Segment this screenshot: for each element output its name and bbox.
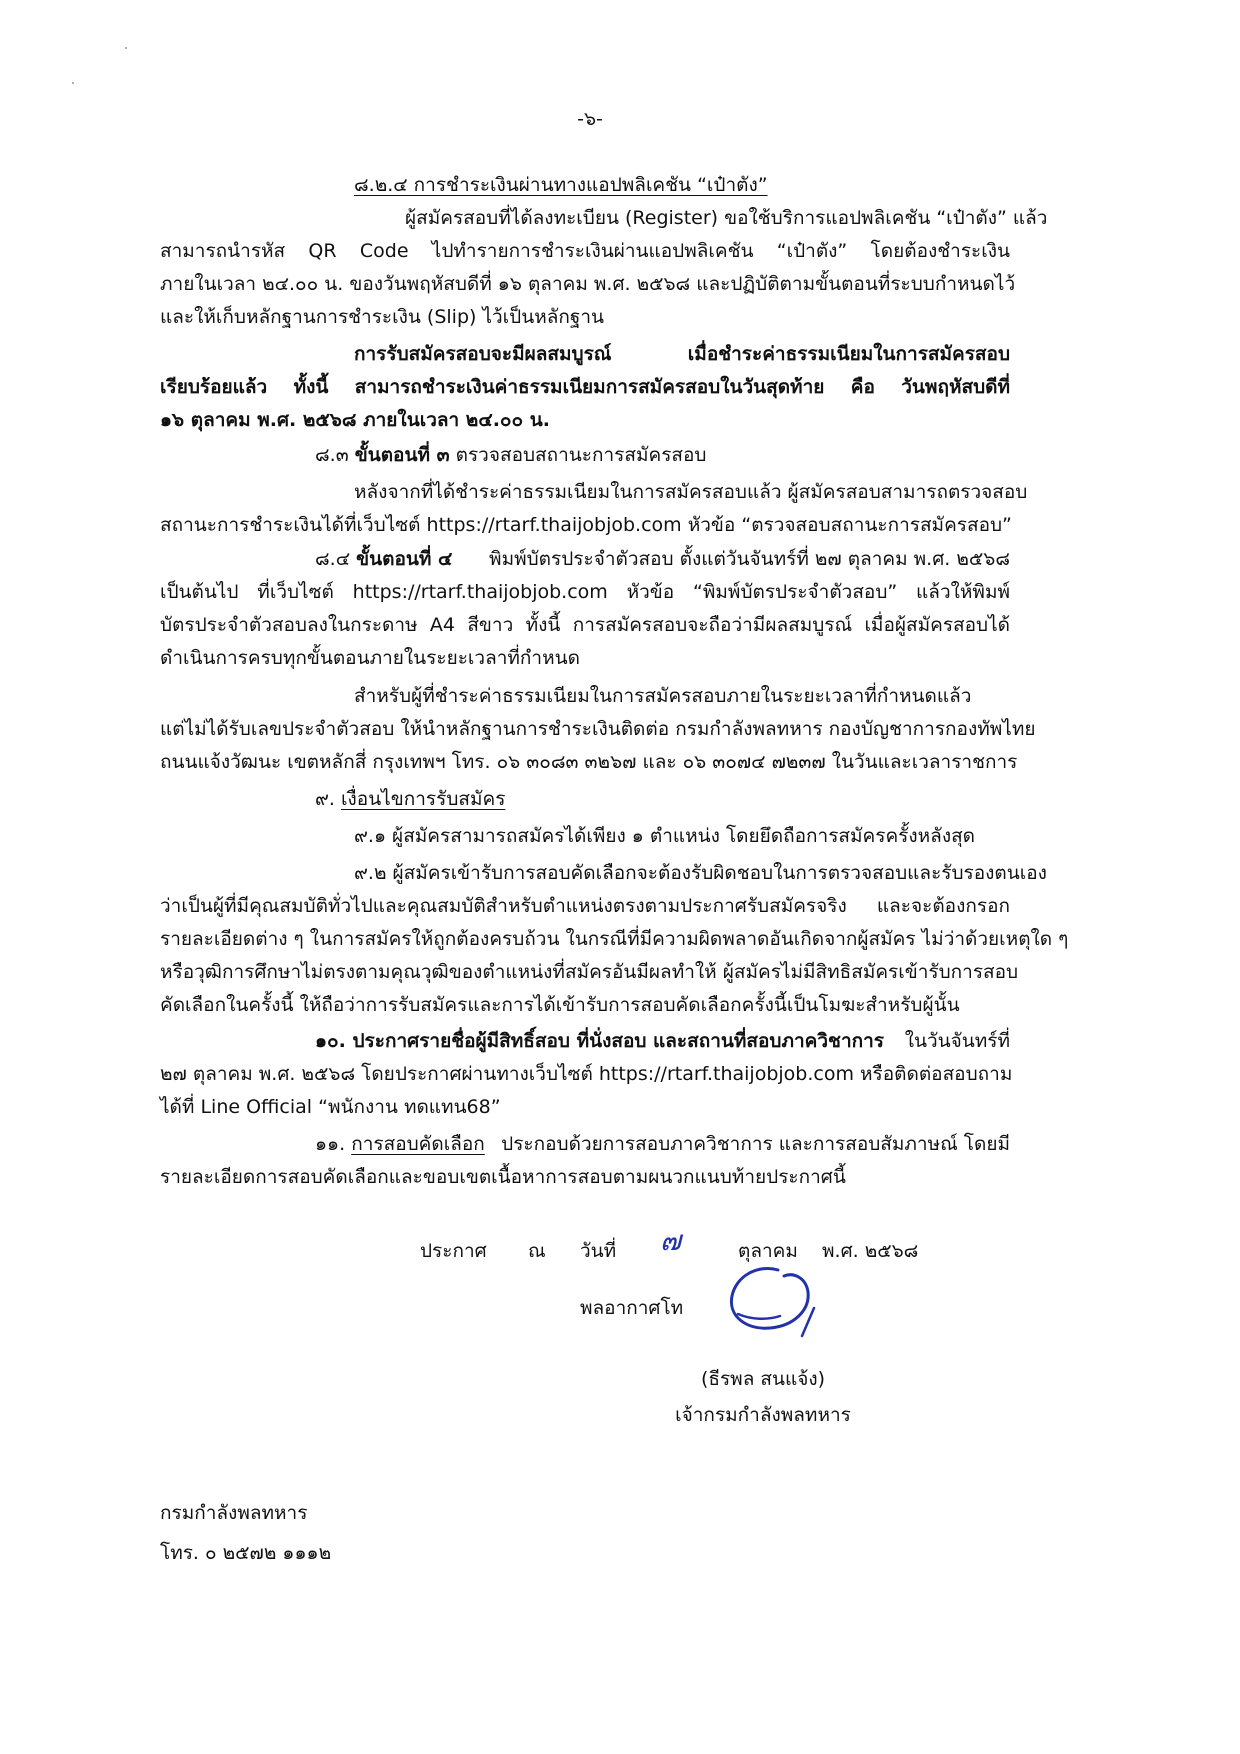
section-title: ๑๐. ประกาศรายชื่อผู้มีสิทธิ์สอบ ที่นั่งสอบ และสถานที่สอบภาควิชาการ [315,1030,884,1052]
signer-position: เจ้ากรมกำลังพลทหาร [675,1404,851,1426]
section-heading-9 [315,786,505,812]
paragraph-line: ๙.๑ ผู้สมัครสามารถสมัครได้เพียง ๑ ตำแหน่ง โดยยึดถือการสมัครครั้งหลังสุด [354,825,976,847]
section-heading-84 [315,546,1010,572]
paragraph-line: รายละเอียดการสอบคัดเลือกและขอบเขตเนื้อหาการสอบตามผนวกแนบท้ายประกาศนี้ [160,1166,846,1188]
scan-speck [125,47,127,49]
section-heading-11 [315,1131,1010,1157]
section-title: เงื่อนไขการรับสมัคร [341,788,506,810]
paragraph-line: ๒๗ ตุลาคม พ.ศ. ๒๕๖๘ โดยประกาศผ่านทางเว็บไซต์ https://rtarf.thaijobjob.com หรือติดต่อสอบถาม [160,1063,1013,1085]
paragraph-line: ถนนแจ้งวัฒนะ เขตหลักสี่ กรุงเทพฯ โทร. ๐๖ ๓๐๘๓ ๓๒๖๗ และ ๐๖ ๓๐๗๔ ๗๒๓๗ ในวันและเวลาราชการ [160,751,1018,773]
signer-rank: พลอากาศโท [580,1297,684,1319]
section-title: ตรวจสอบสถานะการสมัครสอบ [455,444,707,466]
section-number: ๘.๓ [315,444,349,466]
paragraph-line: ว่าเป็นผู้ที่มีคุณสมบัติทั่วไปและคุณสมบัติสำหรับตำแหน่งตรงตามประกาศรับสมัครจริง และจะต้องกรอก [160,895,1010,917]
paragraph-line: สามารถนำรหัส QR Code ไปทำรายการชำระเงินผ่านแอปพลิเคชัน “เป๋าตัง” โดยต้องชำระเงิน [160,240,1010,262]
paragraph-line: เป็นต้นไป ที่เว็บไซต์ https://rtarf.thaijobjob.com หัวข้อ “พิมพ์บัตรประจำตัวสอบ” แล้วให้พิมพ์ [160,581,1010,603]
announce-at: ณ [528,1240,546,1262]
paragraph-line: สถานะการชำระเงินได้ที่เว็บไซต์ https://rtarf.thaijobjob.com หัวข้อ “ตรวจสอบสถานะการสมัครสอบ” [160,514,1012,536]
paragraph-line: ภายในเวลา ๒๔.๐๐ น. ของวันพฤหัสบดีที่ ๑๖ ตุลาคม พ.ศ. ๒๕๖๘ และปฏิบัติตามขั้นตอนที่ระบบกำหนดไว้ [160,273,1016,295]
paragraph-line: รายละเอียดต่าง ๆ ในการสมัครให้ถูกต้องครบถ้วน ในกรณีที่มีความผิดพลาดอันเกิดจากผู้สมัคร ไม่ว่าด้วยเหตุใด ๆ [160,928,1069,950]
paragraph-line: ได้ที่ Line Official “พนักงาน ทดแทน68” [160,1096,501,1118]
paragraph-line: บัตรประจำตัวสอบลงในกระดาษ A4 สีขาว ทั้งนี้ การสมัครสอบจะถือว่ามีผลสมบูรณ์ เมื่อผู้สมัครสอบได้ [160,614,1010,636]
footer-dept: กรมกำลังพลทหาร [160,1502,308,1524]
announce-day-label: วันที่ [580,1240,617,1262]
step-label: ขั้นตอนที่ ๓ [354,444,450,466]
section-heading-10 [315,1028,1010,1054]
heading-text: ๘.๒.๔ การชำระเงินผ่านทางแอปพลิเคชัน “เป๋าตัง” [354,174,768,196]
announce-year: พ.ศ. ๒๕๖๘ [822,1240,919,1262]
section-heading-824 [354,172,768,198]
section-title: การสอบคัดเลือก [351,1133,485,1155]
section-text: ในวันจันทร์ที่ [904,1030,1010,1052]
paragraph-line: และให้เก็บหลักฐานการชำระเงิน (Slip) ไว้เป็นหลักฐาน [160,306,605,328]
step-label: ขั้นตอนที่ ๔ [356,548,453,570]
handwritten-day: ๗ [660,1224,682,1257]
paragraph-line: หลังจากที่ได้ชำระค่าธรรมเนียมในการสมัครสอบแล้ว ผู้สมัครสอบสามารถตรวจสอบ [354,481,1028,503]
section-number: ๑๑. [315,1133,346,1155]
announce-month: ตุลาคม [738,1240,798,1262]
notice-line: เรียบร้อยแล้ว ทั้งนี้ สามารถชำระเงินค่าธรรมเนียมการสมัครสอบในวันสุดท้าย คือ วันพฤหัสบดีที่ [160,376,1010,398]
paragraph-line: แต่ไม่ได้รับเลขประจำตัวสอบ ให้นำหลักฐานการชำระเงินติดต่อ กรมกำลังพลทหาร กองบัญชาการกองทัพไทย [160,718,1036,740]
section-heading-83 [315,442,706,468]
footer-phone: โทร. ๐ ๒๕๗๒ ๑๑๑๒ [160,1542,332,1564]
section-text: ประกอบด้วยการสอบภาควิชาการ และการสอบสัมภาษณ์ โดยมี [501,1133,1010,1155]
notice-line: ๑๖ ตุลาคม พ.ศ. ๒๕๖๘ ภายในเวลา ๒๔.๐๐ น. [160,409,550,431]
paragraph-line: หรือวุฒิการศึกษาไม่ตรงตามคุณวุฒิของตำแหน่งที่สมัครอันมีผลทำให้ ผู้สมัครไม่มีสิทธิสมัครเข้ารับการสอบ [160,961,1019,983]
page-number: -๖- [577,108,603,130]
section-number: ๘.๔ [315,548,351,570]
paragraph-line: ๙.๒ ผู้สมัครเข้ารับการสอบคัดเลือกจะต้องรับผิดชอบในการตรวจสอบและรับรองตนเอง [354,862,1047,884]
paragraph-line: ดำเนินการครบทุกขั้นตอนภายในระยะเวลาที่กำหนด [160,647,580,669]
paragraph-line: ผู้สมัครสอบที่ได้ลงทะเบียน (Register) ขอใช้บริการแอปพลิเคชัน “เป๋าตัง” แล้ว [405,207,1048,229]
notice-line: การรับสมัครสอบจะมีผลสมบูรณ์ เมื่อชำระค่าธรรมเนียมในการสมัครสอบ [354,343,1010,365]
paragraph-line: คัดเลือกในครั้งนี้ ให้ถือว่าการรับสมัครและการได้เข้ารับการสอบคัดเลือกครั้งนี้เป็นโมฆะสำหรับผู้นั้น [160,994,960,1016]
signer-name: (ธีรพล สนแจ้ง) [700,1368,826,1390]
paragraph-line: สำหรับผู้ที่ชำระค่าธรรมเนียมในการสมัครสอบภายในระยะเวลาที่กำหนดแล้ว [354,685,972,707]
announce-label: ประกาศ [420,1240,487,1262]
scan-speck [72,82,74,84]
section-number: ๙. [315,788,335,810]
section-text: พิมพ์บัตรประจำตัวสอบ ตั้งแต่วันจันทร์ที่ ๒๗ ตุลาคม พ.ศ. ๒๕๖๘ [489,548,1010,570]
signature-image [718,1258,828,1348]
